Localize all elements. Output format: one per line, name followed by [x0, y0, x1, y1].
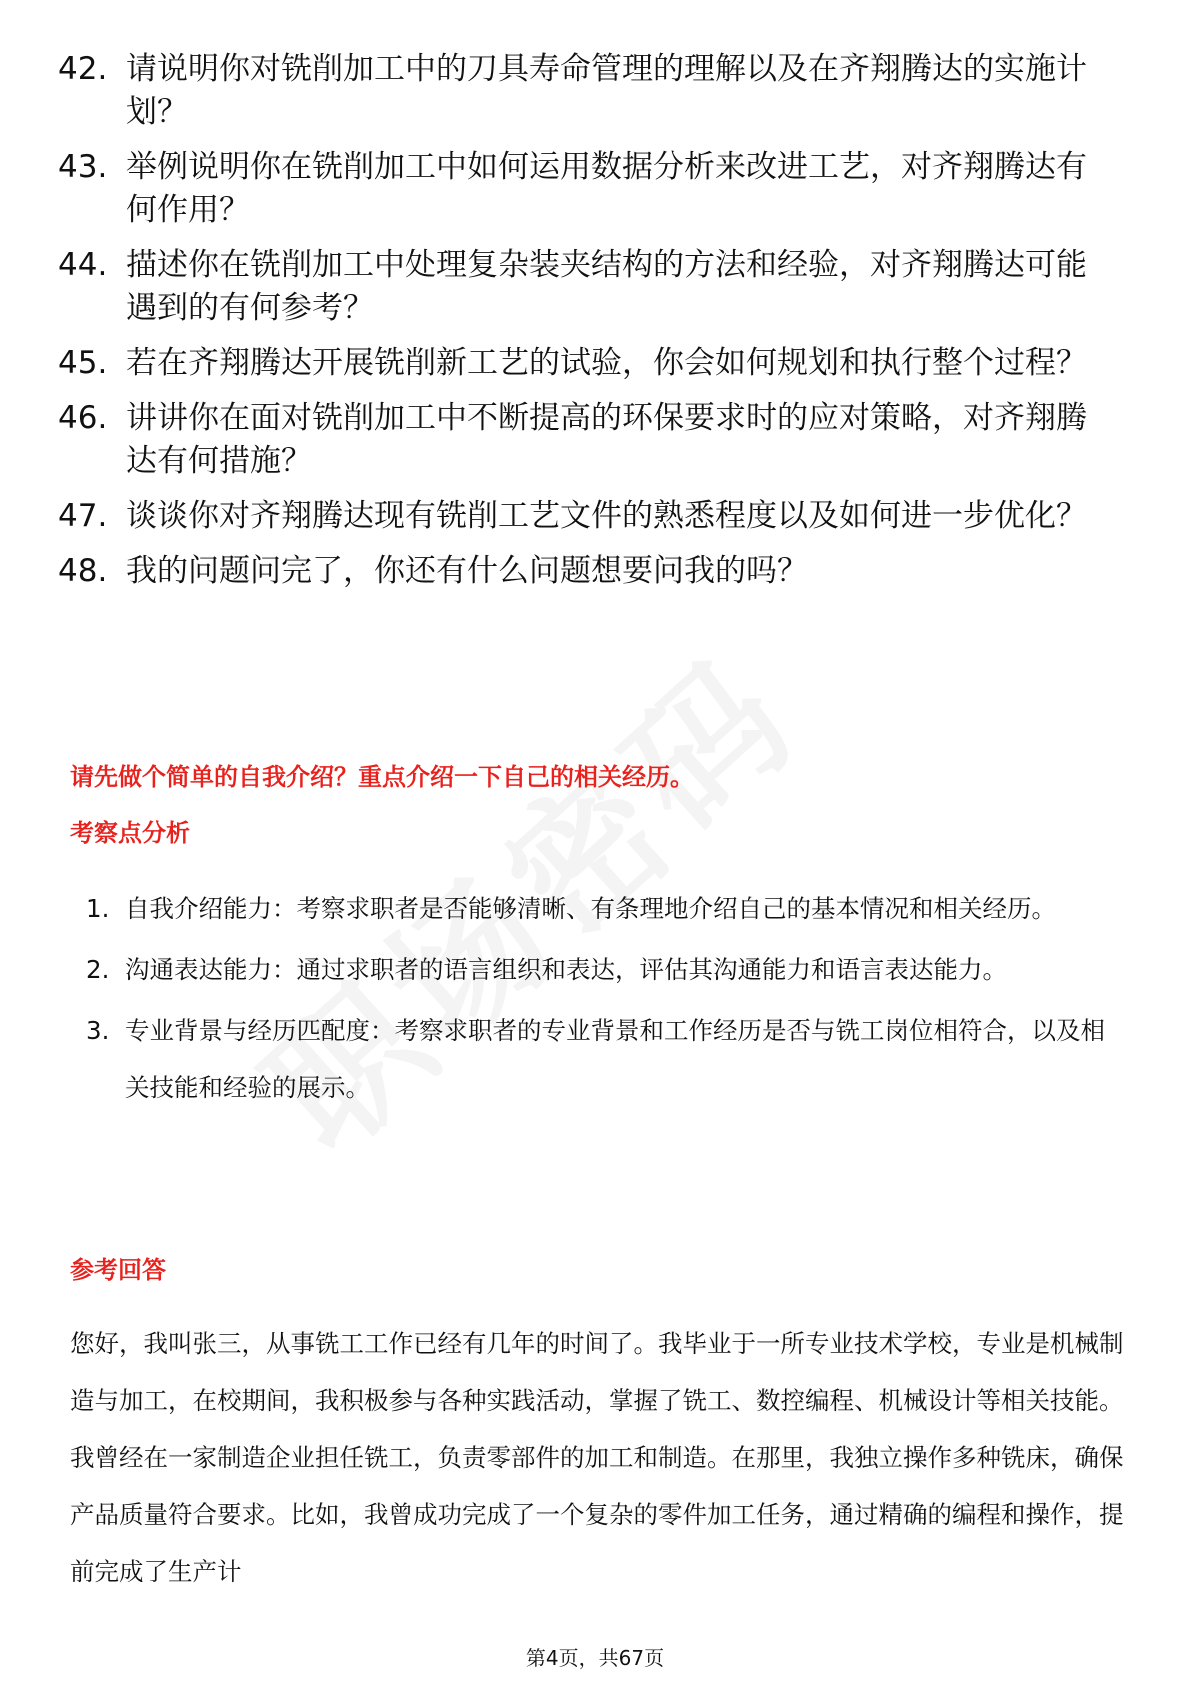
question-number: 44.: [58, 247, 108, 283]
question-item: [0, 342, 1190, 385]
analysis-number: 1.: [86, 894, 110, 923]
analysis-text: 沟通表达能力：通过求职者的语言组织和表达，评估其沟通能力和语言表达能力。: [125, 955, 1007, 984]
question-number: 45.: [58, 345, 108, 381]
analysis-number: 3.: [86, 1016, 110, 1045]
section-question: 请先做个简单的自我介绍？重点介绍一下自己的相关经历。: [70, 763, 694, 791]
analysis-list: [0, 880, 1190, 1120]
question-number: 43.: [58, 149, 108, 185]
question-item: [0, 146, 1190, 232]
question-item: [0, 550, 1190, 593]
question-item: [0, 244, 1190, 330]
question-list: [0, 48, 1190, 605]
question-item: [0, 48, 1190, 134]
question-number: 42.: [58, 51, 108, 87]
answer-heading: 参考回答: [70, 1256, 166, 1284]
question-text: 若在齐翔腾达开展铣削新工艺的试验，你会如何规划和执行整个过程？: [126, 345, 1087, 381]
question-number: 46.: [58, 400, 108, 436]
question-number: 48.: [58, 553, 108, 589]
page-footer: 第4页，共67页: [525, 1646, 665, 1670]
analysis-heading: 考察点分析: [70, 819, 190, 847]
analysis-number: 2.: [86, 955, 110, 984]
analysis-text: 自我介绍能力：考察求职者是否能够清晰、有条理地介绍自己的基本情况和相关经历。: [125, 894, 1056, 923]
answer-paragraph: 您好，我叫张三，从事铣工工作已经有几年的时间了。我毕业于一所专业技术学校，专业是机械制造与加工，在校期间，我积极参与各种实践活动，掌握了铣工、数控编程、机械设计等相关技能。我曾经在一家制造企业担任铣工，负责零部件的加工和制造。在那里，我独立操作多种铣床，确保产品质量符合要求。比如，我曾成功完成了一个复杂的零件加工任务，通过精确的编程和操作，提前完成了生产计: [70, 1329, 1124, 1586]
analysis-item: [0, 1002, 1190, 1116]
question-text: 请说明你对铣削加工中的刀具寿命管理的理解以及在齐翔腾达的实施计划？: [126, 51, 1087, 130]
question-item: [0, 495, 1190, 538]
question-item: [0, 397, 1190, 483]
analysis-item: [0, 941, 1190, 998]
analysis-text: 专业背景与经历匹配度：考察求职者的专业背景和工作经历是否与铣工岗位相符合，以及相关技能和经验的展示。: [125, 1016, 1105, 1102]
question-text: 我的问题问完了，你还有什么问题想要问我的吗？: [126, 553, 808, 589]
question-text: 举例说明你在铣削加工中如何运用数据分析来改进工艺，对齐翔腾达有何作用？: [126, 149, 1087, 228]
question-number: 47.: [58, 498, 108, 534]
question-text: 描述你在铣削加工中处理复杂装夹结构的方法和经验，对齐翔腾达可能遇到的有何参考？: [126, 247, 1087, 326]
question-text: 讲讲你在面对铣削加工中不断提高的环保要求时的应对策略，对齐翔腾达有何措施？: [126, 400, 1087, 479]
question-text: 谈谈你对齐翔腾达现有铣削工艺文件的熟悉程度以及如何进一步优化？: [126, 498, 1087, 534]
analysis-item: [0, 880, 1190, 937]
